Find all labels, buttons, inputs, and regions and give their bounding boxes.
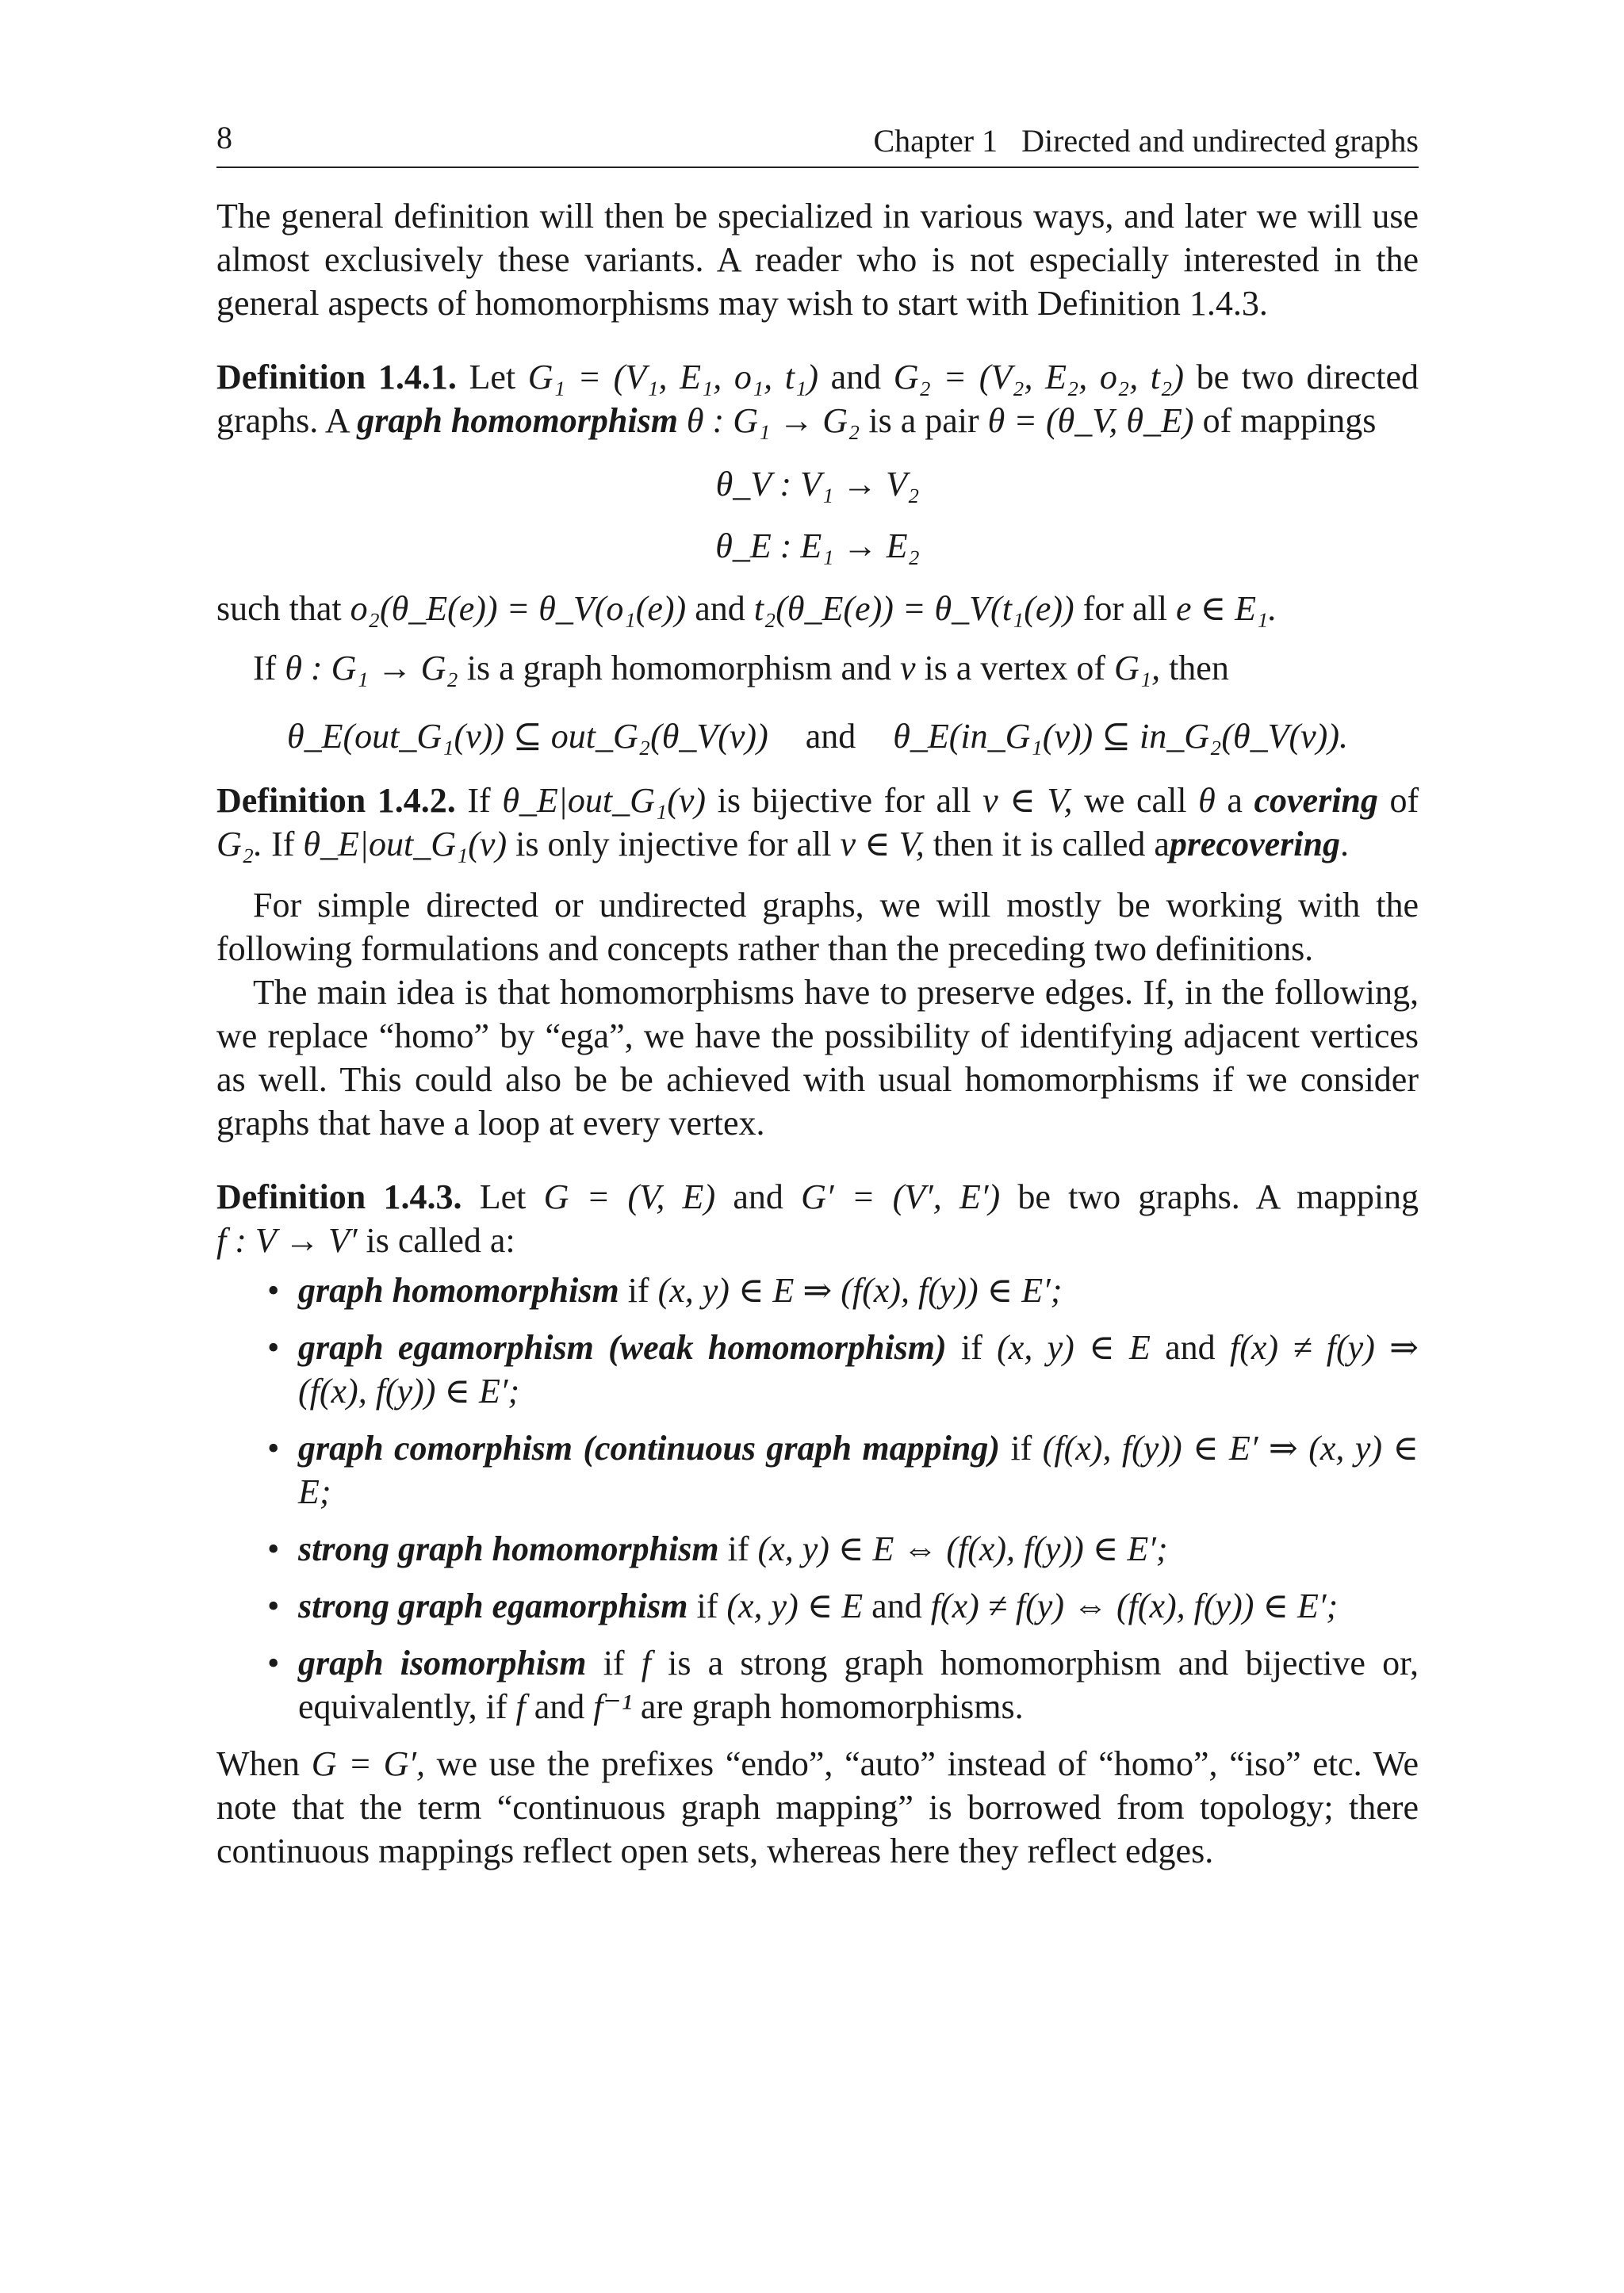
vertex-paragraph bbox=[216, 646, 1419, 690]
defined-term: graph egamorphism (weak homomorphism) bbox=[298, 1328, 947, 1367]
text-span: of bbox=[1389, 781, 1419, 820]
math-inline: θ bbox=[1198, 781, 1216, 820]
text-span: is only injective for all bbox=[515, 825, 832, 863]
text-span: and bbox=[830, 358, 882, 396]
defined-term: strong graph homomorphism bbox=[298, 1529, 719, 1568]
text-span: If bbox=[271, 825, 295, 863]
list-item bbox=[216, 1584, 1419, 1628]
text-span: is called a: bbox=[366, 1221, 515, 1260]
text-span: if bbox=[1010, 1429, 1032, 1468]
list-item bbox=[216, 1326, 1419, 1413]
list-item bbox=[216, 1641, 1419, 1728]
math-inline: G = (V, E) bbox=[543, 1177, 716, 1216]
text-span: and bbox=[805, 717, 856, 756]
math-inline: f⁻¹ bbox=[593, 1687, 632, 1726]
text-span: of mappings bbox=[1202, 401, 1377, 440]
text-span: is a strong graph homomorphism and bijective or, equivalently, if bbox=[298, 1644, 1419, 1726]
math-inline: θ_E|out_G₁(v) bbox=[303, 825, 508, 863]
closing-paragraph bbox=[216, 1742, 1419, 1873]
text-span: and bbox=[733, 1177, 783, 1216]
math-inline: G₂. bbox=[216, 825, 263, 863]
math-inline: t₂(θ_E(e)) = θ_V(t₁(e)) bbox=[753, 589, 1074, 628]
text-span: is a vertex of bbox=[924, 649, 1105, 687]
math-inline: (x, y) ∈ E bbox=[726, 1587, 864, 1625]
definition-label: Definition 1.4.3. bbox=[216, 1177, 462, 1216]
defined-term: covering bbox=[1254, 781, 1378, 820]
text-span: we use the prefixes “endo”, “auto” instead of “homo”, “iso” etc. We note that the term “continuous graph mapping” is borrowed from topology; there continuous mappings reflect open sets, whereas here they reflect edges. bbox=[216, 1744, 1419, 1870]
math-inline: (f(x), f(y)) ∈ E′ ⇒ (x, y) ∈ E; bbox=[298, 1429, 1419, 1511]
text-span: Let bbox=[479, 1177, 527, 1216]
math-inline: G₁ = (V₁, E₁, o₁, t₁) bbox=[527, 358, 818, 396]
mapping-types-list bbox=[216, 1269, 1419, 1728]
text-span: are graph homomorphisms. bbox=[640, 1687, 1024, 1726]
text-span: and bbox=[871, 1587, 922, 1625]
list-item bbox=[216, 1426, 1419, 1514]
math-inline: (x, y) ∈ E ⇔ (f(x), f(y)) ∈ E′; bbox=[757, 1529, 1168, 1568]
display-equation-out-in bbox=[216, 706, 1419, 768]
text-span: Let bbox=[469, 358, 516, 396]
definition-label: Definition 1.4.1. bbox=[216, 358, 457, 396]
list-item bbox=[216, 1527, 1419, 1571]
text-span: if bbox=[960, 1328, 982, 1367]
math-inline: f : V → V′ bbox=[216, 1221, 358, 1260]
display-equation-2: θ_E : E₁ → E₂ bbox=[715, 526, 920, 565]
text-span: and bbox=[1165, 1328, 1216, 1367]
text-span: we call bbox=[1084, 781, 1187, 820]
math-inline: G₁, bbox=[1114, 649, 1161, 687]
text-span: is a graph homomorphism and bbox=[466, 649, 891, 687]
text-span: if bbox=[696, 1587, 718, 1625]
math-inline: (x, y) ∈ E bbox=[997, 1328, 1151, 1367]
list-item bbox=[216, 1269, 1419, 1312]
text-span: and bbox=[695, 589, 745, 628]
text-span: is a pair bbox=[868, 401, 979, 440]
running-title: Chapter 1 Directed and undirected graphs bbox=[873, 123, 1419, 159]
definition-1-4-1-condition bbox=[216, 587, 1419, 630]
display-equation-1: θ_V : V₁ → V₂ bbox=[715, 465, 920, 503]
text-span: if bbox=[603, 1644, 625, 1682]
book-page bbox=[216, 119, 1419, 1873]
defined-term: precovering bbox=[1169, 825, 1340, 863]
text-span: be two directed graphs. A bbox=[216, 358, 1419, 440]
definition-1-4-3 bbox=[216, 1175, 1419, 1262]
math-display-left: θ_E(out_G₁(v)) ⊆ out_G₂(θ_V(v)) bbox=[287, 717, 768, 756]
defined-term: graph homomorphism bbox=[357, 401, 678, 440]
text-span: If bbox=[253, 649, 277, 687]
math-display-right: θ_E(in_G₁(v)) ⊆ in_G₂(θ_V(v)). bbox=[893, 717, 1348, 756]
defined-term: strong graph egamorphism bbox=[298, 1587, 688, 1625]
math-inline: f bbox=[515, 1687, 526, 1726]
definition-label: Definition 1.4.2. bbox=[216, 781, 456, 820]
running-header bbox=[216, 119, 1419, 168]
defined-term: graph isomorphism bbox=[298, 1644, 587, 1682]
text-span: is bijective for all bbox=[717, 781, 971, 820]
math-inline: θ = (θ_V, θ_E) bbox=[987, 401, 1194, 440]
math-inline: v ∈ V, bbox=[982, 781, 1073, 820]
text-span: if bbox=[727, 1529, 749, 1568]
text-span: If bbox=[467, 781, 491, 820]
math-inline: v bbox=[900, 649, 916, 687]
text-span: When bbox=[216, 1744, 301, 1783]
math-inline: f bbox=[641, 1644, 651, 1682]
math-inline: (x, y) ∈ E ⇒ (f(x), f(y)) ∈ E′; bbox=[657, 1271, 1063, 1310]
page-number: 8 bbox=[216, 120, 232, 155]
math-inline: θ_E|out_G₁(v) bbox=[502, 781, 707, 820]
math-inline: θ : G₁ → G₂ bbox=[285, 649, 458, 687]
math-inline: G = G′, bbox=[311, 1744, 425, 1783]
math-inline: v ∈ V, bbox=[840, 825, 925, 863]
text-span: if bbox=[627, 1271, 649, 1310]
math-inline: f(x) ≠ f(y) ⇔ (f(x), f(y)) ∈ E′; bbox=[930, 1587, 1339, 1625]
text-span: and bbox=[534, 1687, 585, 1726]
math-inline: G′ = (V′, E′) bbox=[801, 1177, 1001, 1216]
main-idea-paragraph: The main idea is that homomorphisms have to preserve edges. If, in the following, we replace “homo” by “ega”, we have the possibility of identifying adjacent vertices as well. This could also be be achieved with usual homomorphisms if we consider graphs that have a loop at every vertex. bbox=[216, 973, 1419, 1143]
text-span: such that bbox=[216, 589, 342, 628]
definition-1-4-1 bbox=[216, 355, 1419, 442]
simple-graphs-paragraph: For simple directed or undirected graphs, we will mostly be working with the following formulations and concepts rather than the preceding two definitions. bbox=[216, 886, 1419, 968]
text-span: be two graphs. A mapping bbox=[1017, 1177, 1419, 1216]
text-span: then it is called a bbox=[933, 825, 1170, 863]
defined-term: graph comorphism (continuous graph mapping) bbox=[298, 1429, 1001, 1468]
text-span: then bbox=[1169, 649, 1229, 687]
math-inline: G₂ = (V₂, E₂, o₂, t₂) bbox=[893, 358, 1184, 396]
math-inline: θ : G₁ → G₂ bbox=[686, 401, 860, 440]
defined-term: graph homomorphism bbox=[298, 1271, 619, 1310]
math-inline: e ∈ E₁. bbox=[1176, 589, 1277, 628]
math-inline: o₂(θ_E(e)) = θ_V(o₁(e)) bbox=[350, 589, 687, 628]
text-span: for all bbox=[1082, 589, 1168, 628]
definition-1-4-2 bbox=[216, 779, 1419, 866]
text-span: a bbox=[1227, 781, 1243, 820]
intro-paragraph: The general definition will then be specialized in various ways, and later we will use almost exclusively these variants. A reader who is not especially interested in the general aspects of homomorphisms may wish to start with Definition 1.4.3. bbox=[216, 197, 1419, 323]
math-inline: f(x) ≠ f(y) ⇒ (f(x), f(y)) ∈ E′; bbox=[298, 1328, 1419, 1411]
text-span: . bbox=[1339, 825, 1349, 863]
